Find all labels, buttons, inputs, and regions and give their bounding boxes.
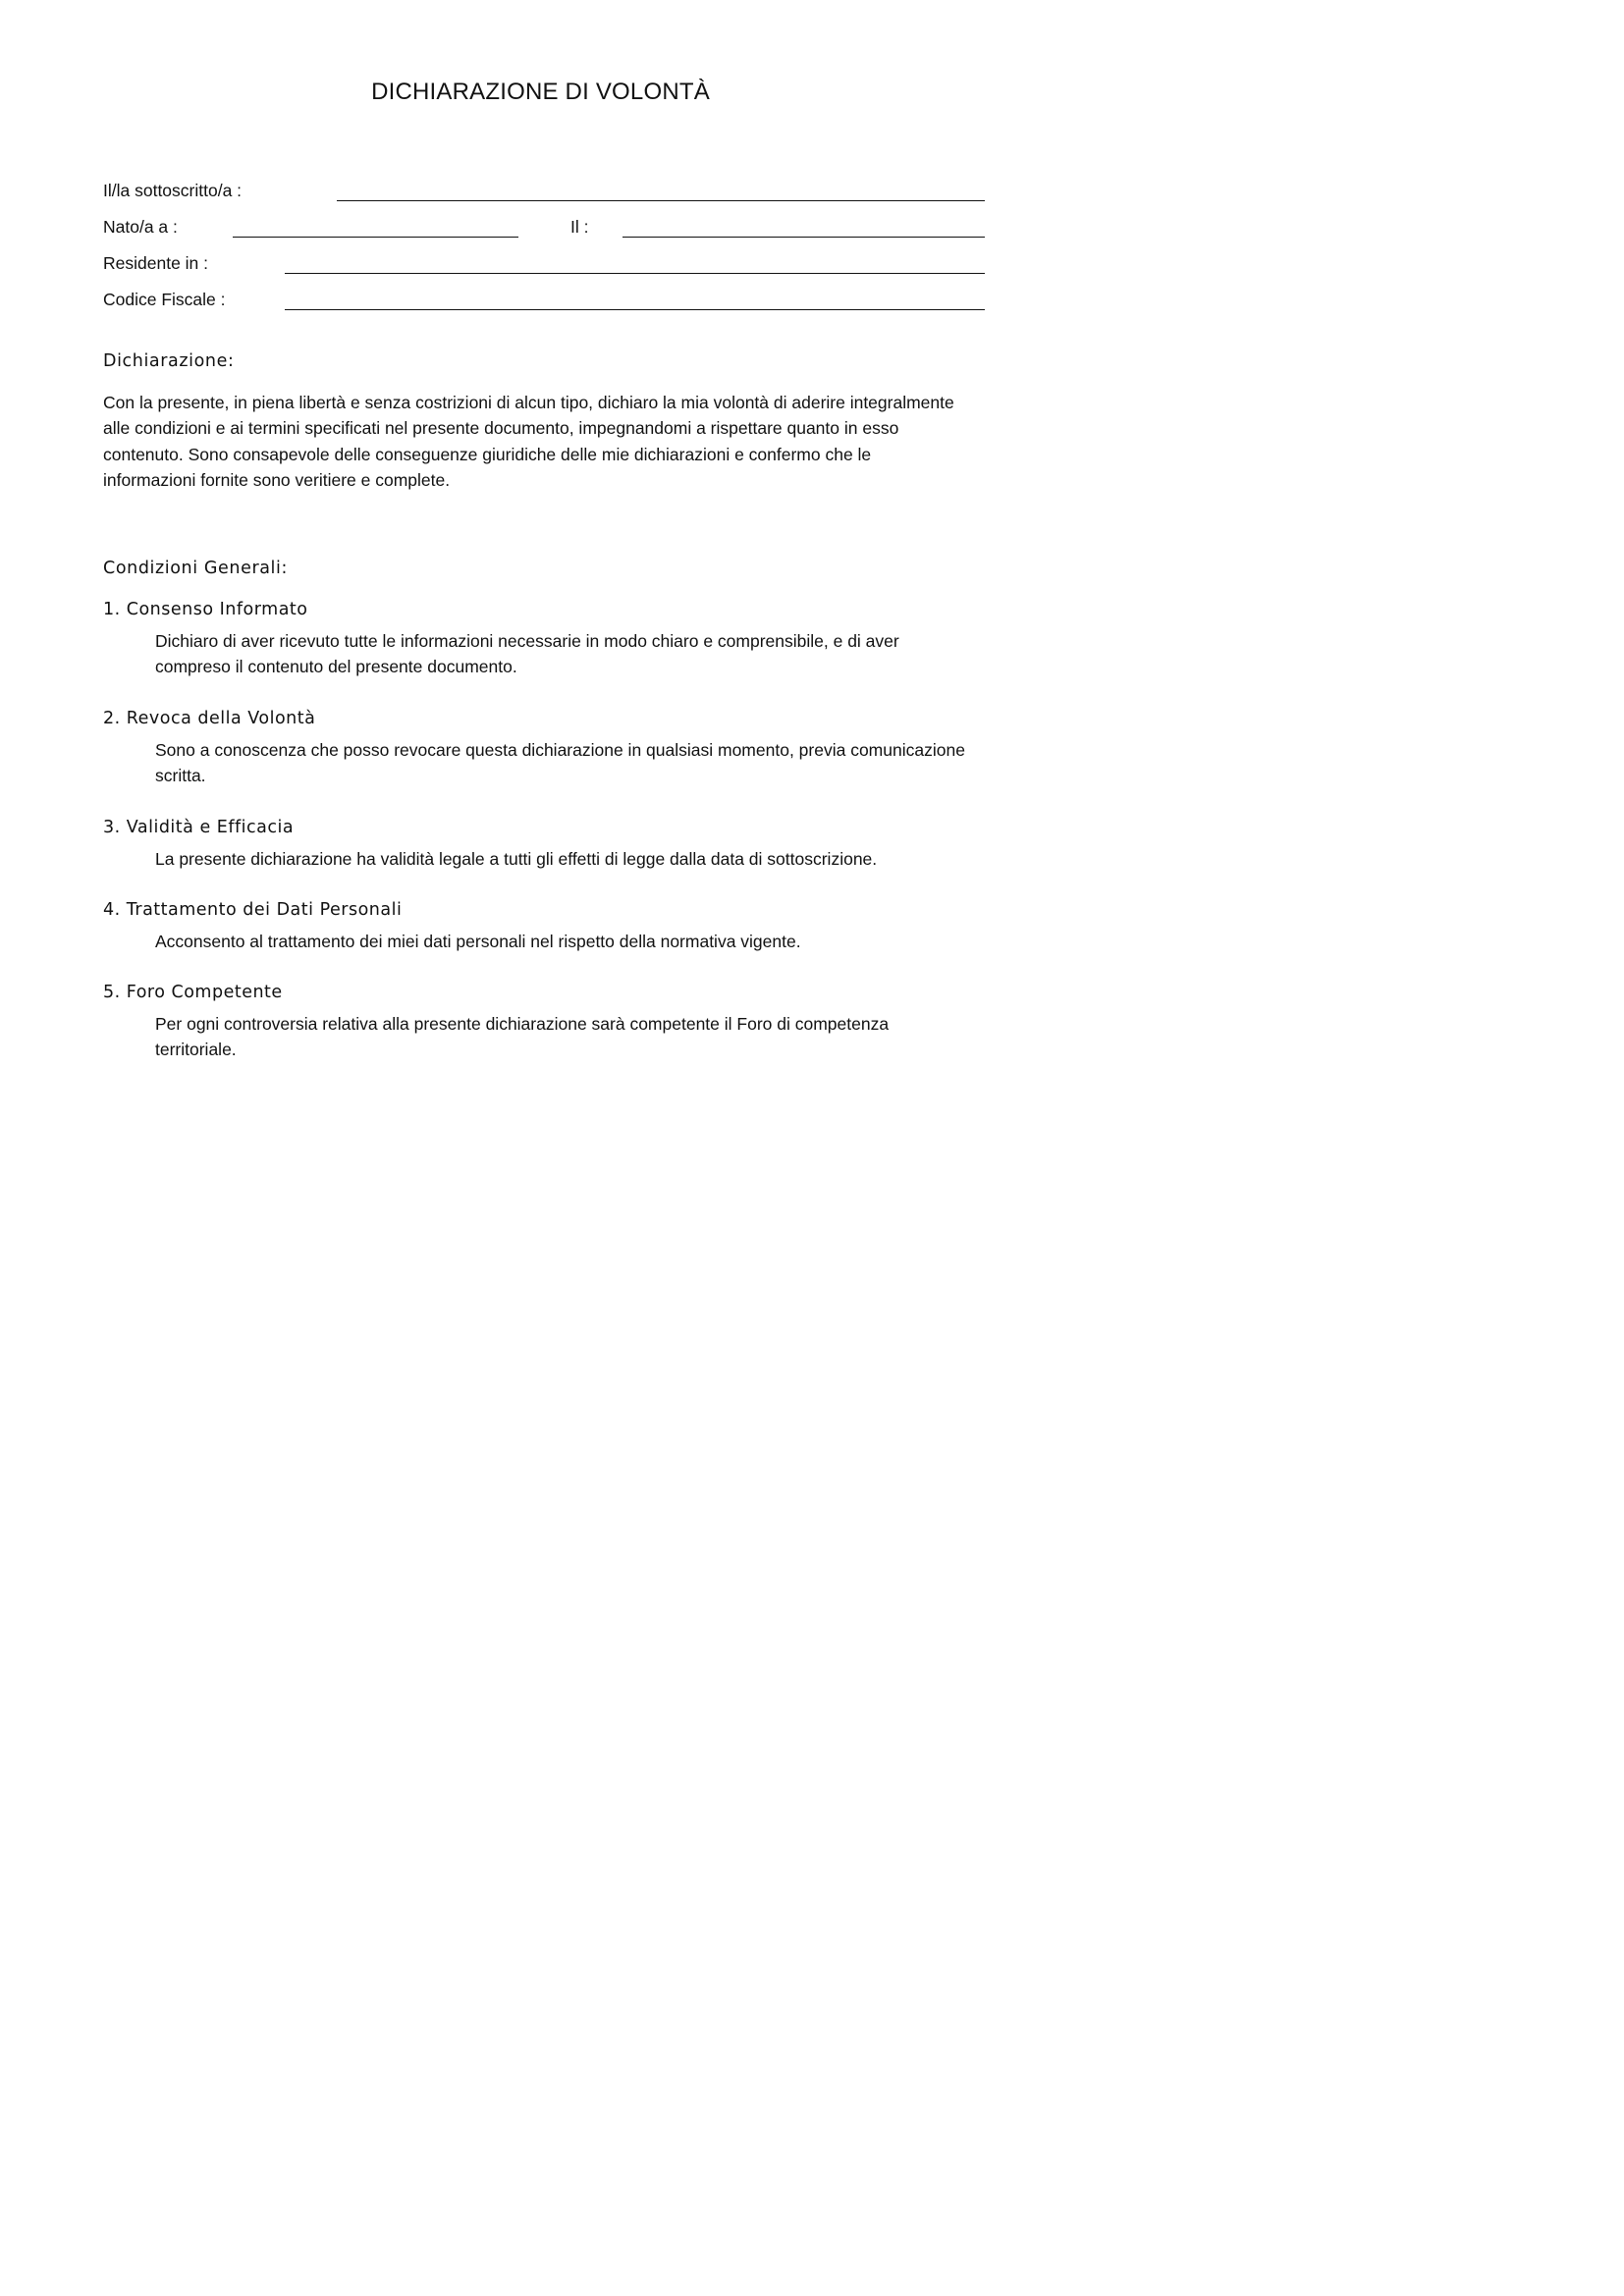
condition-title: 2. Revoca della Volontà <box>103 709 316 728</box>
condition-title: 1. Consenso Informato <box>103 600 308 619</box>
condition-title: 5. Foro Competente <box>103 983 283 1002</box>
condition-text: Per ogni controversia relativa alla presente dichiarazione sarà competente il Foro di competenza territoriale. <box>155 1014 890 1060</box>
declaration-text: Con la presente, in piena libertà e senza costrizioni di alcun tipo, dichiaro la mia volontà di aderire integralmente alle condizioni e ai termini specificati nel presente documento, impegnandomi a rispettare quanto in esso contenuto. Sono consapevole delle conseguenze giuridiche delle mie dichiarazioni e confermo che le informazioni fornite sono veritiere e complete. <box>103 393 954 491</box>
date-label: Il : <box>570 217 589 237</box>
birthplace-field[interactable] <box>233 237 518 238</box>
condition-text: Acconsento al trattamento dei miei dati personali nel rispetto della normativa vigente. <box>155 932 801 951</box>
signatory-field[interactable] <box>337 200 985 201</box>
condition-title: 3. Validità e Efficacia <box>103 818 295 837</box>
signatory-label: Il/la sottoscritto/a : <box>103 181 243 200</box>
condition-title: 4. Trattamento dei Dati Personali <box>103 900 403 920</box>
fiscal-code-field[interactable] <box>285 309 985 310</box>
residence-field[interactable] <box>285 273 985 274</box>
fiscal-code-label: Codice Fiscale : <box>103 290 226 309</box>
declaration-heading: Dichiarazione: <box>103 351 235 371</box>
born-label: Nato/a a : <box>103 217 178 237</box>
resident-label: Residente in : <box>103 253 209 273</box>
condition-text: La presente dichiarazione ha validità legale a tutti gli effetti di legge dalla data di sottoscrizione. <box>155 849 878 869</box>
birthdate-field[interactable] <box>623 237 985 238</box>
conditions-heading: Condizioni Generali: <box>103 559 288 578</box>
document-title: DICHIARAZIONE DI VOLONTÀ <box>371 79 710 105</box>
condition-text: Dichiaro di aver ricevuto tutte le informazioni necessarie in modo chiaro e comprensibile, e di aver compreso il contenuto del presente documento. <box>155 631 899 677</box>
condition-text: Sono a conoscenza che posso revocare questa dichiarazione in qualsiasi momento, previa comunicazione scritta. <box>155 740 965 786</box>
